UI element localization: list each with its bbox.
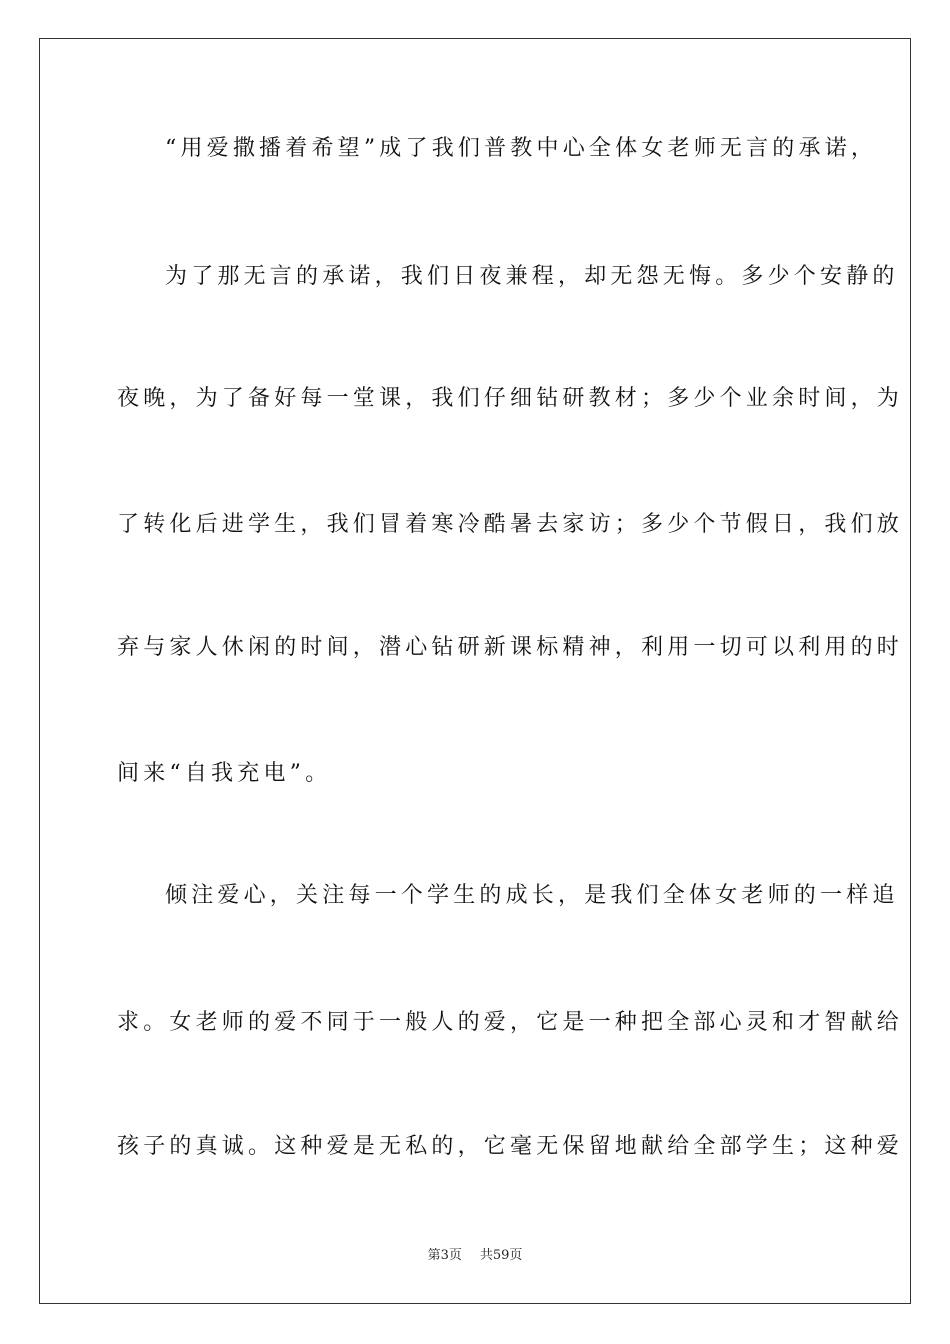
- page-number: 第3页: [427, 1248, 462, 1263]
- paragraph-line: 孩子的真诚。这种爱是无私的，它毫无保留地献给全部学生；这种爱: [117, 1134, 904, 1159]
- page-border: [39, 38, 911, 1304]
- paragraph-line: 弃与家人休闲的时间，潜心钻研新课标精神，利用一切可以利用的时: [117, 635, 904, 660]
- paragraph-line: 间来“自我充电”。: [117, 761, 332, 786]
- paragraph-line: 夜晚，为了备好每一堂课，我们仔细钻研教材；多少个业余时间，为: [117, 386, 904, 411]
- paragraph-line: 求。女老师的爱不同于一般人的爱，它是一种把全部心灵和才智献给: [117, 1010, 904, 1035]
- paragraph-line: 为了那无言的承诺，我们日夜兼程，却无怨无悔。多少个安静的: [165, 264, 899, 289]
- paragraph-line: 了转化后进学生，我们冒着寒冷酷暑去家访；多少个节假日，我们放: [117, 512, 904, 537]
- total-pages: 共59页: [479, 1248, 523, 1263]
- page-footer: [0, 1247, 950, 1265]
- paragraph-line: 倾注爱心，关注每一个学生的成长，是我们全体女老师的一样追: [165, 883, 899, 908]
- paragraph-line: “用爱撒播着希望”成了我们普教中心全体女老师无言的承诺，: [165, 136, 878, 161]
